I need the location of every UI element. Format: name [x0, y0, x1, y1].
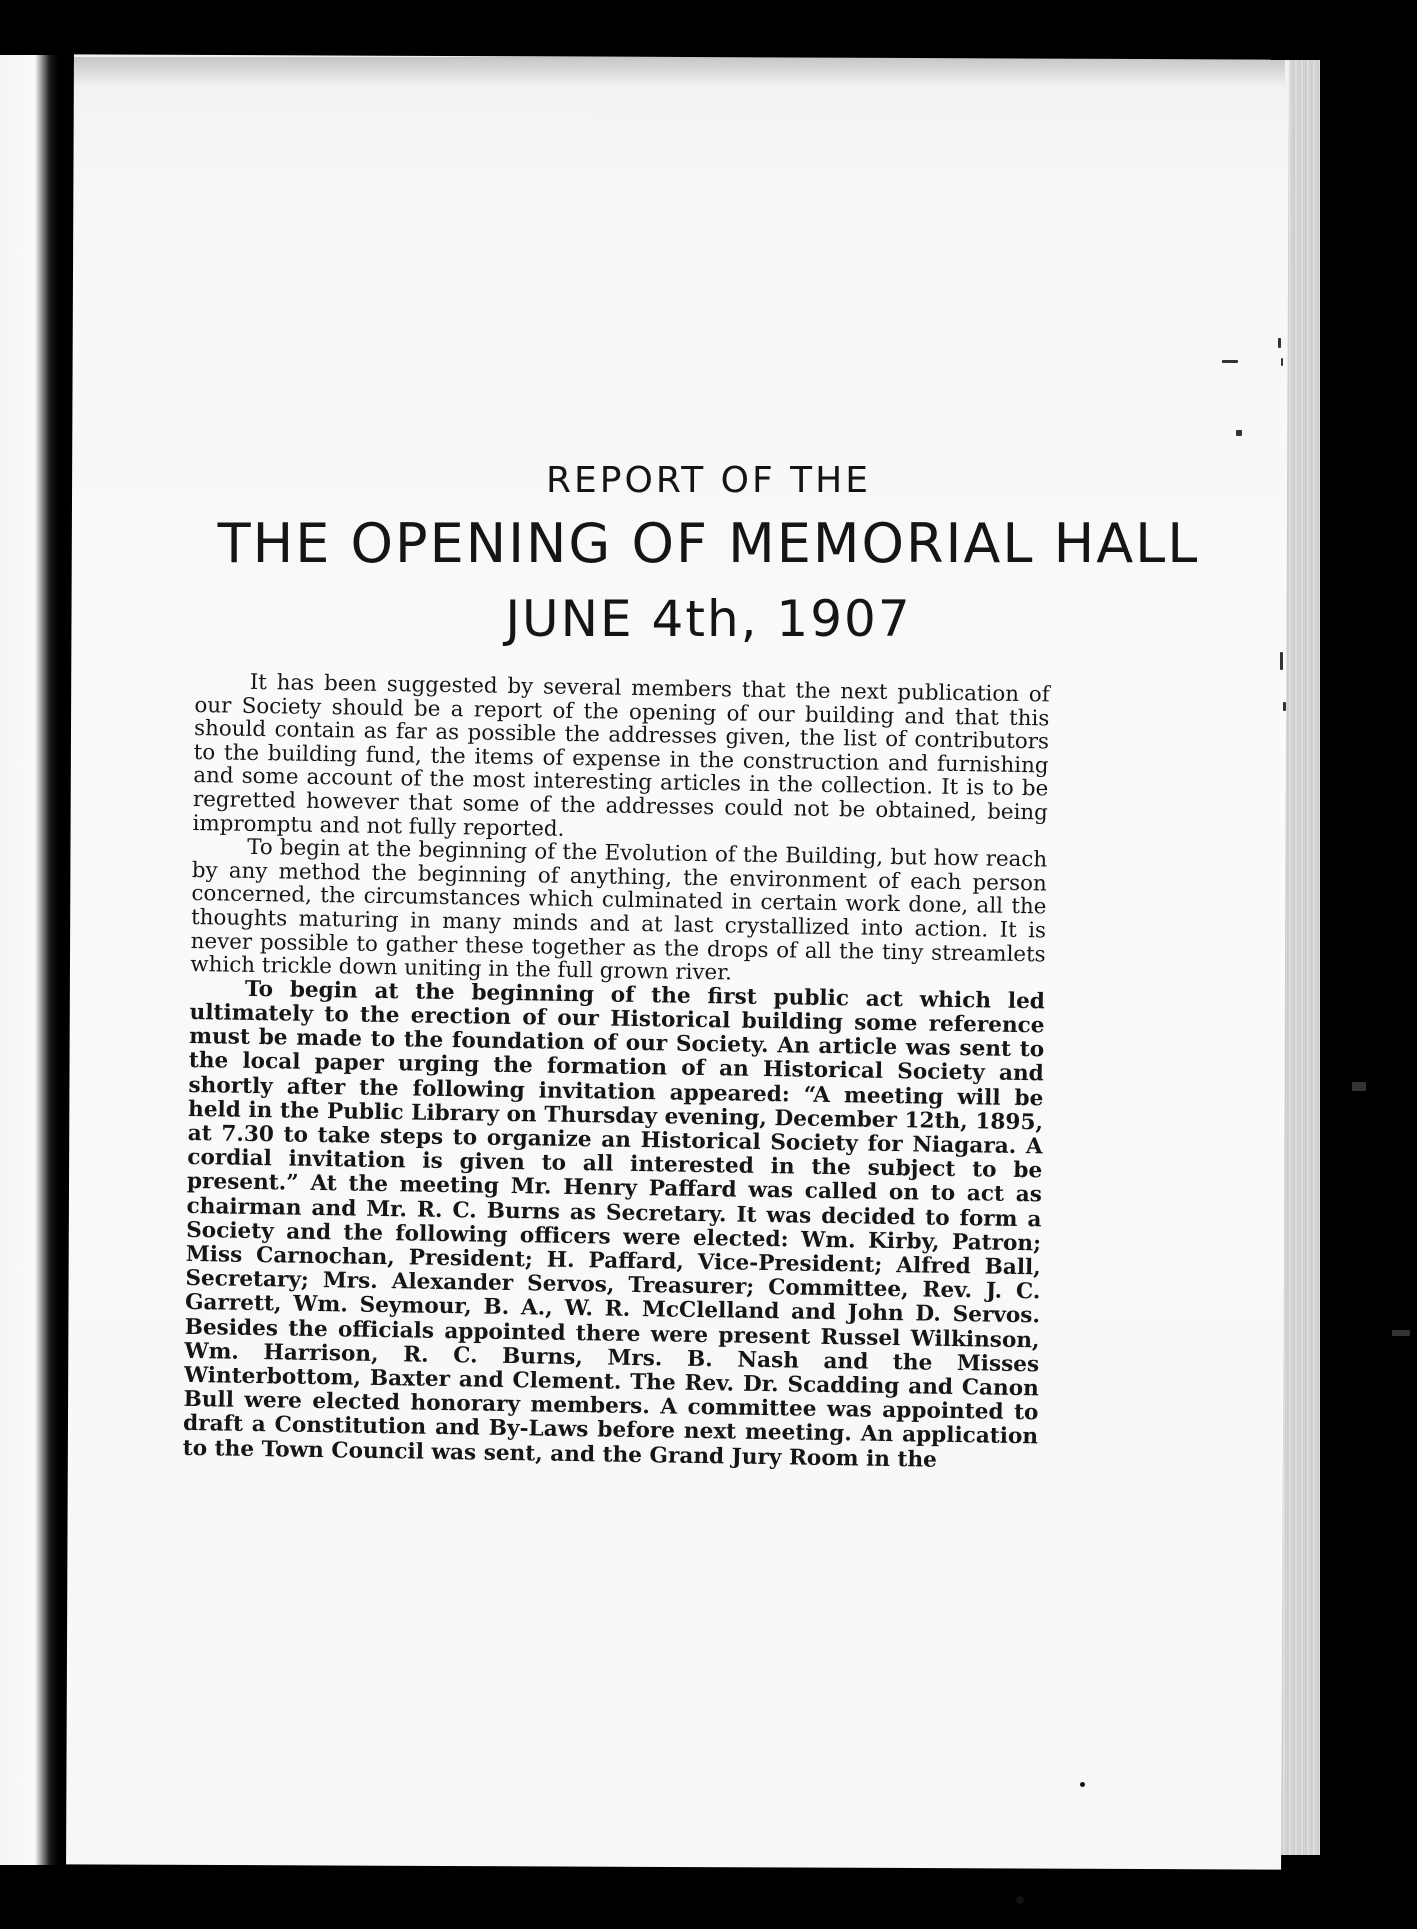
document-date: JUNE 4th, 1907 — [505, 590, 912, 648]
margin-speck — [1283, 702, 1286, 711]
margin-speck — [1222, 360, 1238, 363]
bottom-speck — [1080, 1782, 1085, 1787]
margin-speck — [1281, 358, 1283, 366]
article-body — [183, 670, 1050, 1474]
margin-speck — [1280, 652, 1283, 670]
facing-page-edge — [0, 55, 58, 1865]
bottom-speck — [1016, 1896, 1024, 1904]
margin-speck — [1236, 430, 1242, 436]
report-heading: REPORT OF THE — [546, 460, 871, 501]
document-title: THE OPENING OF MEMORIAL HALL — [217, 512, 1200, 575]
paragraph-2: To begin at the beginning of the Evolution of the Building, but how reach by any method the beginning of anything, the environment of each person concerned, the circumstances which culminated in certain work done, all the thoughts maturing in many minds and at last crystallized into action. It is never possible to gather these together as the drops of all the tiny streamlets which trickle down uniting in the full grown river. — [190, 834, 1048, 986]
margin-speck — [1278, 338, 1281, 348]
page-top-shadow — [70, 57, 1285, 87]
paragraph-3: To begin at the beginning of the first public act which led ultimately to the erection of our Historical building some reference must be made to the foundation of our Society. An article was sent to the local paper urging the formation of an Historical Society and shortly after the following invitation appeared: “A meeting will be held in the Public Library on Thursday evening, December 12th, 1895, at 7.30 to take steps to organize an Historical Society for Niagara. A cordial invitation is given to all interested in the subject to be present.” At the meeting Mr. Henry Paffard was called on to act as chairman and Mr. R. C. Burns as Secretary. It was decided to form a Society and the following officers were elected: Wm. Kirby, Patron; Miss Carnochan, President; H. Paffard, Vice-President; Alfred Ball, Secretary; Mrs. Alexander Servos, Treasurer; Committee, Rev. J. C. Garrett, Wm. Seymour, B. A., W. R. McClelland and John D. Servos. Besides the officials appointed there were present Russel Wilkinson, Wm. Harrison, R. C. Burns, Mrs. B. Nash and the Misses Winterbottom, Baxter and Clement. The Rev. Dr. Scadding and Canon Bull were elected honorary members. A committee was appointed to draft a Constitution and By-Laws before next meeting. An application to the Town Council was sent, and the Grand Jury Room in the — [182, 976, 1046, 1473]
margin-speck — [1392, 1330, 1410, 1336]
margin-speck — [1352, 1082, 1366, 1091]
paragraph-1: It has been suggested by several members that the next publication of our Society should be a report of the opening of our building and that this should contain as far as possible the addresses given, the list of contributors to the building fund, the items of expense in the construction and furnishing and some account of the most interesting articles in the collection. It is to be regretted however that some of the addresses could not be obtained, being impromptu and not fully reported. — [192, 669, 1050, 842]
